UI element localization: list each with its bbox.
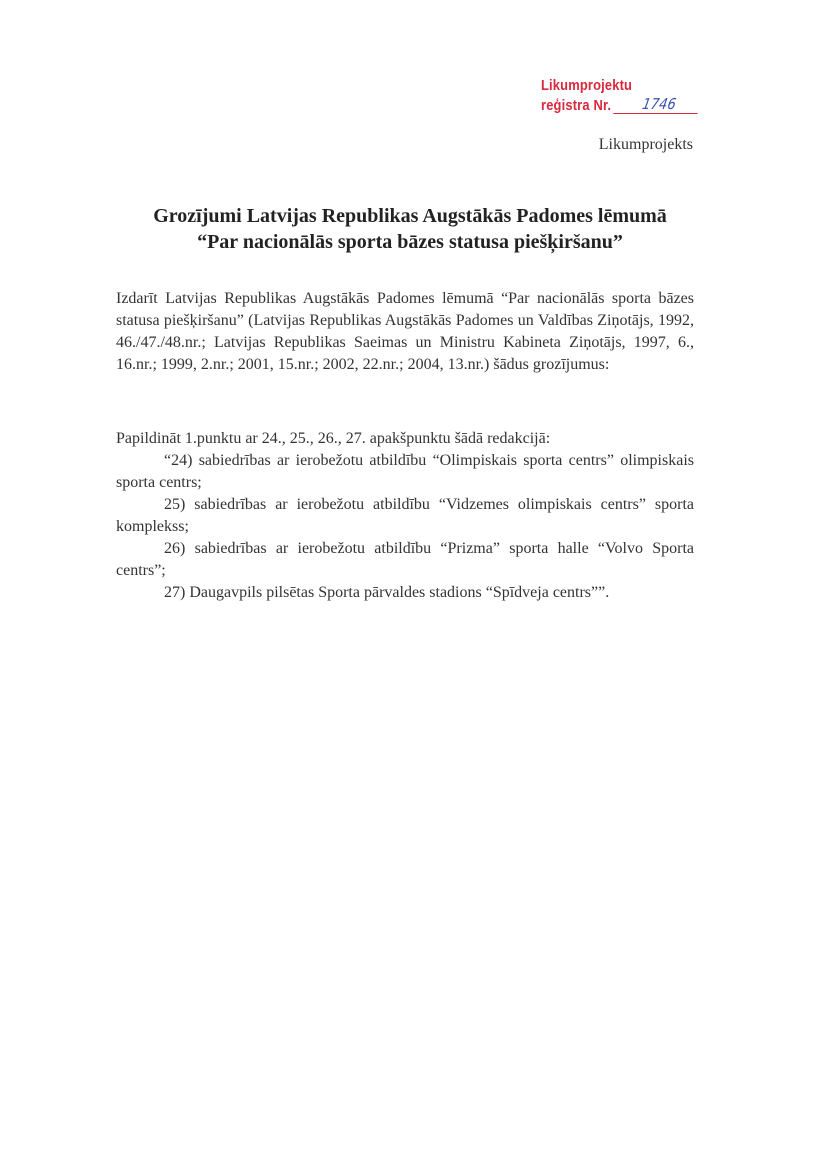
registry-stamp [541, 76, 687, 116]
title-line-2: “Par nacionālās sporta bāzes statusa piešķiršanu” [197, 231, 623, 253]
subpoint-27: 27) Daugavpils pilsētas Sporta pārvaldes stadions “Spīdveja centrs””. [164, 584, 610, 601]
handwritten-registry-number: 1746 [640, 95, 678, 113]
title-line-1: Grozījumi Latvijas Republikas Augstākās Padomes lēmumā [153, 205, 667, 227]
subpoint-26: 26) sabiedrības ar ierobežotu atbildību “Prizma” sporta halle “Volvo Sporta centrs”; [116, 540, 694, 579]
subpoint-24: “24) sabiedrības ar ierobežotu atbildību “Olimpiskais sporta centrs” olimpiskais sporta centrs; [116, 452, 694, 491]
stamp-line-1: Likumprojektu [541, 77, 633, 94]
amendment-section [116, 428, 694, 604]
amendment-lead: Papildināt 1.punktu ar 24., 25., 26., 27. apakšpunktu šādā redakcijā: [116, 430, 551, 447]
stamp-line-2 [541, 96, 687, 116]
intro-paragraph: Izdarīt Latvijas Republikas Augstākās Padomes lēmumā “Par nacionālās sporta bāzes statusa piešķiršanu” (Latvijas Republikas Augstākās Padomes un Valdības Ziņotājs, 1992, 46./47./48.nr.; Latvijas Republikas Saeimas un Ministru Kabineta Ziņotājs, 1997, 6., 16.nr.; 1999, 2.nr.; 2001, 15.nr.; 2002, 22.nr.; 2004, 13.nr.) šādus grozījumus: [116, 290, 694, 373]
stamp-registry-label: reģistra Nr. [541, 97, 612, 114]
stamp-number-field [611, 95, 697, 116]
document-title [100, 203, 720, 255]
document-type-label: Likumprojekts [598, 136, 693, 153]
subpoint-25: 25) sabiedrības ar ierobežotu atbildību “Vidzemes olimpiskais centrs” sporta komplekss; [116, 496, 694, 535]
